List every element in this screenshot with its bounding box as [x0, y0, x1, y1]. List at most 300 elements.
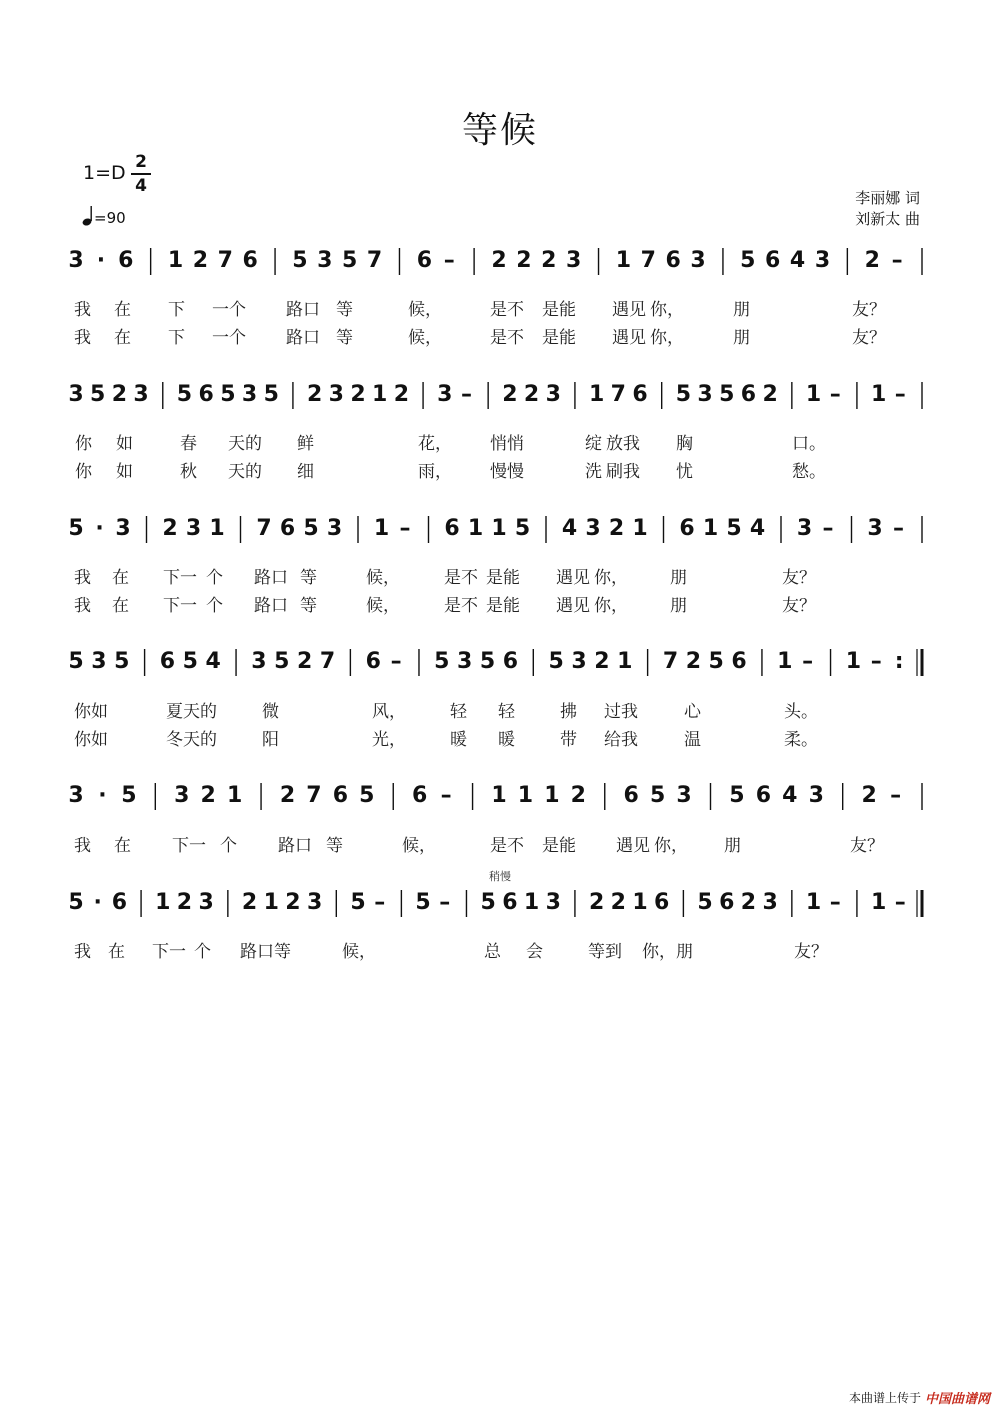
- note: 5: [697, 890, 713, 915]
- note: 2: [610, 890, 626, 915]
- lyrics-line-3b: [0, 591, 1000, 615]
- note: 7: [306, 783, 322, 808]
- lyric: 悄悄: [490, 434, 524, 454]
- lyric: 我: [74, 328, 91, 348]
- note: 6: [279, 516, 296, 541]
- lyric: 在: [114, 328, 131, 348]
- note: 3: [690, 248, 706, 273]
- lyric: 拂: [560, 702, 577, 722]
- lyric: 个: [194, 942, 211, 962]
- lyric: 路口: [286, 328, 320, 348]
- lyric: 遇见: [612, 328, 646, 348]
- lyric: 在: [114, 836, 131, 856]
- note: ·: [98, 783, 107, 808]
- lyric: 在: [114, 300, 131, 320]
- note: 6: [118, 248, 134, 273]
- lyric: 你: [75, 434, 92, 454]
- note: 1: [517, 783, 534, 808]
- lyric: 春: [180, 434, 197, 454]
- lyric: 轻: [450, 702, 467, 722]
- lyric: 柔。: [784, 730, 818, 750]
- note: 4: [561, 516, 578, 541]
- lyric: 我: [74, 596, 91, 616]
- note: –: [870, 649, 882, 674]
- note: 2: [162, 516, 178, 541]
- note: –: [829, 890, 841, 915]
- lyric: 个: [206, 596, 223, 616]
- lyric: 我: [74, 300, 91, 320]
- note: –: [893, 516, 904, 541]
- lyric: 慢慢: [490, 462, 524, 482]
- lyric: 暖: [498, 730, 515, 750]
- note: 5: [90, 382, 106, 407]
- lyrics-line-6: [0, 937, 1000, 961]
- note: –: [894, 890, 906, 915]
- lyric: 你: [75, 462, 92, 482]
- lyric: 候，: [366, 596, 400, 616]
- lyric: 带: [560, 730, 577, 750]
- note: 4: [749, 516, 766, 541]
- lyric: 在: [108, 942, 125, 962]
- note: –: [440, 783, 452, 808]
- lyric: 天的: [228, 462, 262, 482]
- lyric: 友？: [782, 568, 816, 588]
- note: 6: [740, 382, 757, 407]
- lyric: 候，: [408, 328, 442, 348]
- note: 1: [373, 516, 390, 541]
- note: 2: [762, 382, 778, 407]
- lyric: 遇见: [612, 300, 646, 320]
- note: 3: [306, 890, 323, 915]
- lyric: 你如: [74, 730, 108, 750]
- note: 3: [185, 516, 202, 541]
- lyric: 冬天的: [166, 730, 217, 750]
- note: 2: [864, 248, 880, 273]
- time-signature-bottom: 4: [135, 175, 147, 196]
- note: 3: [241, 382, 258, 407]
- lyric: 路口: [254, 596, 288, 616]
- note: 1: [617, 649, 633, 674]
- lyric: 友？: [794, 942, 828, 962]
- note: 1: [632, 890, 648, 915]
- upload-footer: [849, 1388, 990, 1407]
- note: 4: [789, 248, 806, 273]
- lyric: 朋: [733, 328, 750, 348]
- note: 6: [632, 382, 648, 407]
- note: 2: [285, 890, 301, 915]
- lyric: 个: [206, 568, 223, 588]
- lyric: 候，: [408, 300, 442, 320]
- note: 5: [292, 248, 308, 273]
- lyric: 鲜: [297, 434, 314, 454]
- note: –: [439, 890, 451, 915]
- note: 5: [121, 783, 137, 808]
- note: 3: [585, 516, 601, 541]
- upload-note: 本曲谱上传于: [848, 1391, 921, 1405]
- tempo-value: =90: [94, 209, 126, 227]
- note: 6: [679, 516, 695, 541]
- lyric: 候，: [402, 836, 436, 856]
- note: 3: [328, 382, 344, 407]
- note: 6: [365, 649, 381, 674]
- lyric: 花，: [418, 434, 452, 454]
- time-signature-top: 2: [135, 152, 147, 172]
- note: 7: [319, 649, 336, 674]
- note: 3: [697, 382, 713, 407]
- note: 6: [242, 248, 258, 273]
- note: 2: [111, 382, 128, 407]
- note: 1: [167, 248, 184, 273]
- note: –: [822, 516, 834, 541]
- lyric: 下一: [163, 568, 197, 588]
- lyric: 候，: [366, 568, 400, 588]
- note: 3: [457, 649, 473, 674]
- note: 6: [416, 248, 433, 273]
- note: 5: [740, 248, 756, 273]
- note: 3: [796, 516, 813, 541]
- note: 3: [545, 890, 561, 915]
- note: 3: [91, 649, 107, 674]
- note: 5: [729, 783, 745, 808]
- expression-mark: 稍慢: [489, 870, 511, 883]
- note: –: [390, 649, 402, 674]
- lyric: 等: [300, 568, 317, 588]
- note: 3: [68, 382, 84, 407]
- note: 5: [68, 516, 84, 541]
- note: –: [829, 382, 841, 407]
- lyric: 头。: [784, 702, 818, 722]
- lyric: 你，: [594, 568, 628, 588]
- lyric: 是能: [486, 596, 520, 616]
- note: 1: [544, 783, 560, 808]
- note: 1: [632, 516, 648, 541]
- lyrics-line-5: [0, 831, 1000, 855]
- note: 3: [565, 248, 582, 273]
- lyric: 在: [112, 596, 129, 616]
- lyric: 你如: [74, 702, 108, 722]
- lyric: 友？: [852, 328, 886, 348]
- note: 5: [719, 382, 735, 407]
- note: 5: [548, 649, 564, 674]
- lyric: 放我: [606, 434, 640, 454]
- lyric: 路口: [254, 568, 288, 588]
- note: 6: [444, 516, 460, 541]
- note: 3: [808, 783, 824, 808]
- lyric: 路口: [278, 836, 312, 856]
- note: 2: [192, 248, 209, 273]
- lyric: 是能: [542, 328, 576, 348]
- note: 5: [176, 382, 193, 407]
- note: 2: [541, 248, 557, 273]
- note: 2: [393, 382, 410, 407]
- lyric: 是不: [490, 836, 524, 856]
- note: 3: [174, 783, 190, 808]
- lyric: 朋: [724, 836, 741, 856]
- lyric: 你，: [650, 300, 684, 320]
- note: 5: [274, 649, 290, 674]
- lyric: 过我: [604, 702, 638, 722]
- note: 5: [68, 890, 84, 915]
- note: –: [891, 248, 903, 273]
- note: –: [460, 382, 472, 407]
- note: 1: [588, 382, 605, 407]
- note: 2: [523, 382, 540, 407]
- note: 5: [220, 382, 236, 407]
- note: 6: [198, 382, 214, 407]
- note: 3: [115, 516, 131, 541]
- lyric: 下: [168, 328, 185, 348]
- lyric: 你，: [594, 596, 628, 616]
- note: 6: [755, 783, 772, 808]
- note: 1: [870, 890, 887, 915]
- note: 1: [702, 516, 719, 541]
- note: ·: [96, 248, 106, 273]
- note: 5: [708, 649, 724, 674]
- note: 3: [867, 516, 883, 541]
- note: 5: [359, 783, 375, 808]
- lyric: 心: [684, 702, 701, 722]
- site-logo[interactable]: 中国曲谱网: [924, 1392, 990, 1407]
- note: 6: [502, 890, 518, 915]
- note: 5: [350, 890, 366, 915]
- lyric: 下一: [163, 596, 197, 616]
- note: 4: [782, 783, 798, 808]
- note: 2: [350, 382, 366, 407]
- lyric: 等: [336, 300, 353, 320]
- note: 2: [588, 890, 605, 915]
- note: 5: [480, 890, 496, 915]
- note: 1: [805, 890, 822, 915]
- lyric: 总: [484, 942, 501, 962]
- lyric: 友？: [850, 836, 884, 856]
- lyric: 我: [74, 942, 91, 962]
- note: 3: [68, 783, 84, 808]
- note: 7: [662, 649, 679, 674]
- lyric: 朋: [670, 568, 687, 588]
- lyric: 友？: [852, 300, 886, 320]
- lyrics-line-3a: [0, 563, 1000, 587]
- note: ·: [93, 890, 102, 915]
- lyric: 在: [112, 568, 129, 588]
- note: –: [890, 783, 902, 808]
- note: 5: [434, 649, 450, 674]
- note: 3: [762, 890, 778, 915]
- note: 3: [198, 890, 214, 915]
- note: 5: [263, 382, 279, 407]
- note: 3: [571, 649, 587, 674]
- lyric: 忧: [676, 462, 693, 482]
- note: 7: [366, 248, 383, 273]
- note: ·: [95, 516, 104, 541]
- lyric: 胸: [676, 434, 693, 454]
- lyric: 洗: [585, 462, 602, 482]
- note: 2: [491, 248, 507, 273]
- lyric: 微: [262, 702, 279, 722]
- note: 5: [514, 516, 531, 541]
- note: 1: [491, 516, 507, 541]
- lyric: 阳: [262, 730, 279, 750]
- note: 2: [502, 382, 518, 407]
- note: 6: [159, 649, 176, 674]
- note: 5: [182, 649, 198, 674]
- lyric: 路口等: [240, 942, 291, 962]
- note: 3: [133, 382, 149, 407]
- note: 7: [256, 516, 272, 541]
- lyric: 下一: [152, 942, 186, 962]
- lyric: 友？: [782, 596, 816, 616]
- lyric: 等: [336, 328, 353, 348]
- lyric: 是不: [490, 300, 524, 320]
- note: 2: [306, 382, 323, 407]
- note: –: [894, 382, 906, 407]
- lyrics-line-4a: [0, 697, 1000, 721]
- lyric: 天的: [228, 434, 262, 454]
- note: 1: [491, 783, 507, 808]
- lyric: 是不: [444, 596, 478, 616]
- lyric: 是不: [490, 328, 524, 348]
- note: 5: [415, 890, 431, 915]
- lyrics-line-4b: [0, 725, 1000, 749]
- lyrics-line-2a: [0, 429, 1000, 453]
- lyric: 遇见: [556, 568, 590, 588]
- lyric: 夏天的: [166, 702, 217, 722]
- note: 1: [777, 649, 793, 674]
- note: 5: [479, 649, 496, 674]
- note: 2: [279, 783, 296, 808]
- note: 2: [296, 649, 313, 674]
- lyric: 我: [74, 836, 91, 856]
- note: 6: [111, 890, 128, 915]
- lyric: 暖: [450, 730, 467, 750]
- lyric: 是不: [444, 568, 478, 588]
- lyric: 如: [116, 462, 133, 482]
- note: 7: [640, 248, 656, 273]
- note: 2: [608, 516, 625, 541]
- lyric: 我: [74, 568, 91, 588]
- lyricist: 李丽娜 词: [855, 189, 920, 207]
- lyric: 等: [326, 836, 343, 856]
- key-signature: 1=D: [83, 162, 126, 184]
- note: 7: [610, 382, 626, 407]
- note: –: [374, 890, 386, 915]
- lyric: 下一: [172, 836, 206, 856]
- song-title: 等候: [461, 110, 538, 151]
- note: 5: [114, 649, 130, 674]
- note: –: [802, 649, 814, 674]
- lyric: 一个: [212, 300, 246, 320]
- lyric: 细: [297, 462, 314, 482]
- note: 6: [502, 649, 519, 674]
- note: 4: [205, 649, 221, 674]
- lyrics-line-1b: [0, 323, 1000, 347]
- composer: 刘新太 曲: [855, 210, 920, 228]
- note: 3: [437, 382, 453, 407]
- note: 3: [251, 649, 267, 674]
- lyric: 风，: [372, 702, 406, 722]
- note: –: [399, 516, 411, 541]
- lyric: 光，: [372, 730, 406, 750]
- note: 2: [176, 890, 193, 915]
- lyric: 你，: [654, 836, 688, 856]
- note: 6: [332, 783, 349, 808]
- note: 6: [665, 248, 681, 273]
- note: 1: [263, 890, 279, 915]
- note: 2: [861, 783, 877, 808]
- lyric: 遇见: [556, 596, 590, 616]
- note: 6: [731, 649, 747, 674]
- note: 6: [412, 783, 428, 808]
- note: 3: [326, 516, 343, 541]
- lyric: 你，朋: [642, 942, 693, 962]
- note: 2: [685, 649, 702, 674]
- note: 5: [342, 248, 358, 273]
- note: 1: [870, 382, 887, 407]
- note: 1: [155, 890, 171, 915]
- lyric: 会: [526, 942, 543, 962]
- note: 2: [570, 783, 586, 808]
- lyric: 朋: [670, 596, 687, 616]
- note: 2: [200, 783, 216, 808]
- lyric: 朋: [733, 300, 750, 320]
- note: 2: [241, 890, 258, 915]
- lyric: 候，: [342, 942, 376, 962]
- note: 1: [467, 516, 484, 541]
- note: 1: [845, 649, 862, 674]
- lyric: 愁。: [792, 462, 826, 482]
- note: 5: [675, 382, 692, 407]
- lyrics-line-2b: [0, 457, 1000, 481]
- note: 3: [676, 783, 692, 808]
- lyric: 是能: [542, 300, 576, 320]
- lyric: 是能: [542, 836, 576, 856]
- lyric: 等: [300, 596, 317, 616]
- lyric: 是能: [486, 568, 520, 588]
- note: 5: [68, 649, 84, 674]
- lyric: 温: [684, 730, 701, 750]
- lyric: 给我: [604, 730, 638, 750]
- note: 1: [805, 382, 822, 407]
- note: 1: [226, 783, 243, 808]
- note: 2: [740, 890, 757, 915]
- lyric: 秋: [180, 462, 197, 482]
- note: 6: [719, 890, 735, 915]
- note: 6: [654, 890, 670, 915]
- note: 3: [814, 248, 831, 273]
- lyric: 如: [116, 434, 133, 454]
- note: 6: [623, 783, 639, 808]
- note: 1: [209, 516, 225, 541]
- note: 1: [372, 382, 388, 407]
- note: 1: [615, 248, 632, 273]
- lyric: 你，: [650, 328, 684, 348]
- lyric: 个: [220, 836, 237, 856]
- note: 5: [303, 516, 319, 541]
- lyric: 口。: [792, 434, 826, 454]
- note: 1: [523, 890, 540, 915]
- note: :: [894, 649, 904, 674]
- note: 2: [516, 248, 532, 273]
- note: 6: [765, 248, 781, 273]
- lyric: 刷我: [606, 462, 640, 482]
- lyric: 等到: [588, 942, 622, 962]
- note: –: [443, 248, 455, 273]
- lyric: 一个: [212, 328, 246, 348]
- lyrics-line-1a: [0, 295, 1000, 319]
- lyric: 下: [168, 300, 185, 320]
- note: 3: [317, 248, 333, 273]
- note: 5: [649, 783, 666, 808]
- note: 3: [68, 248, 84, 273]
